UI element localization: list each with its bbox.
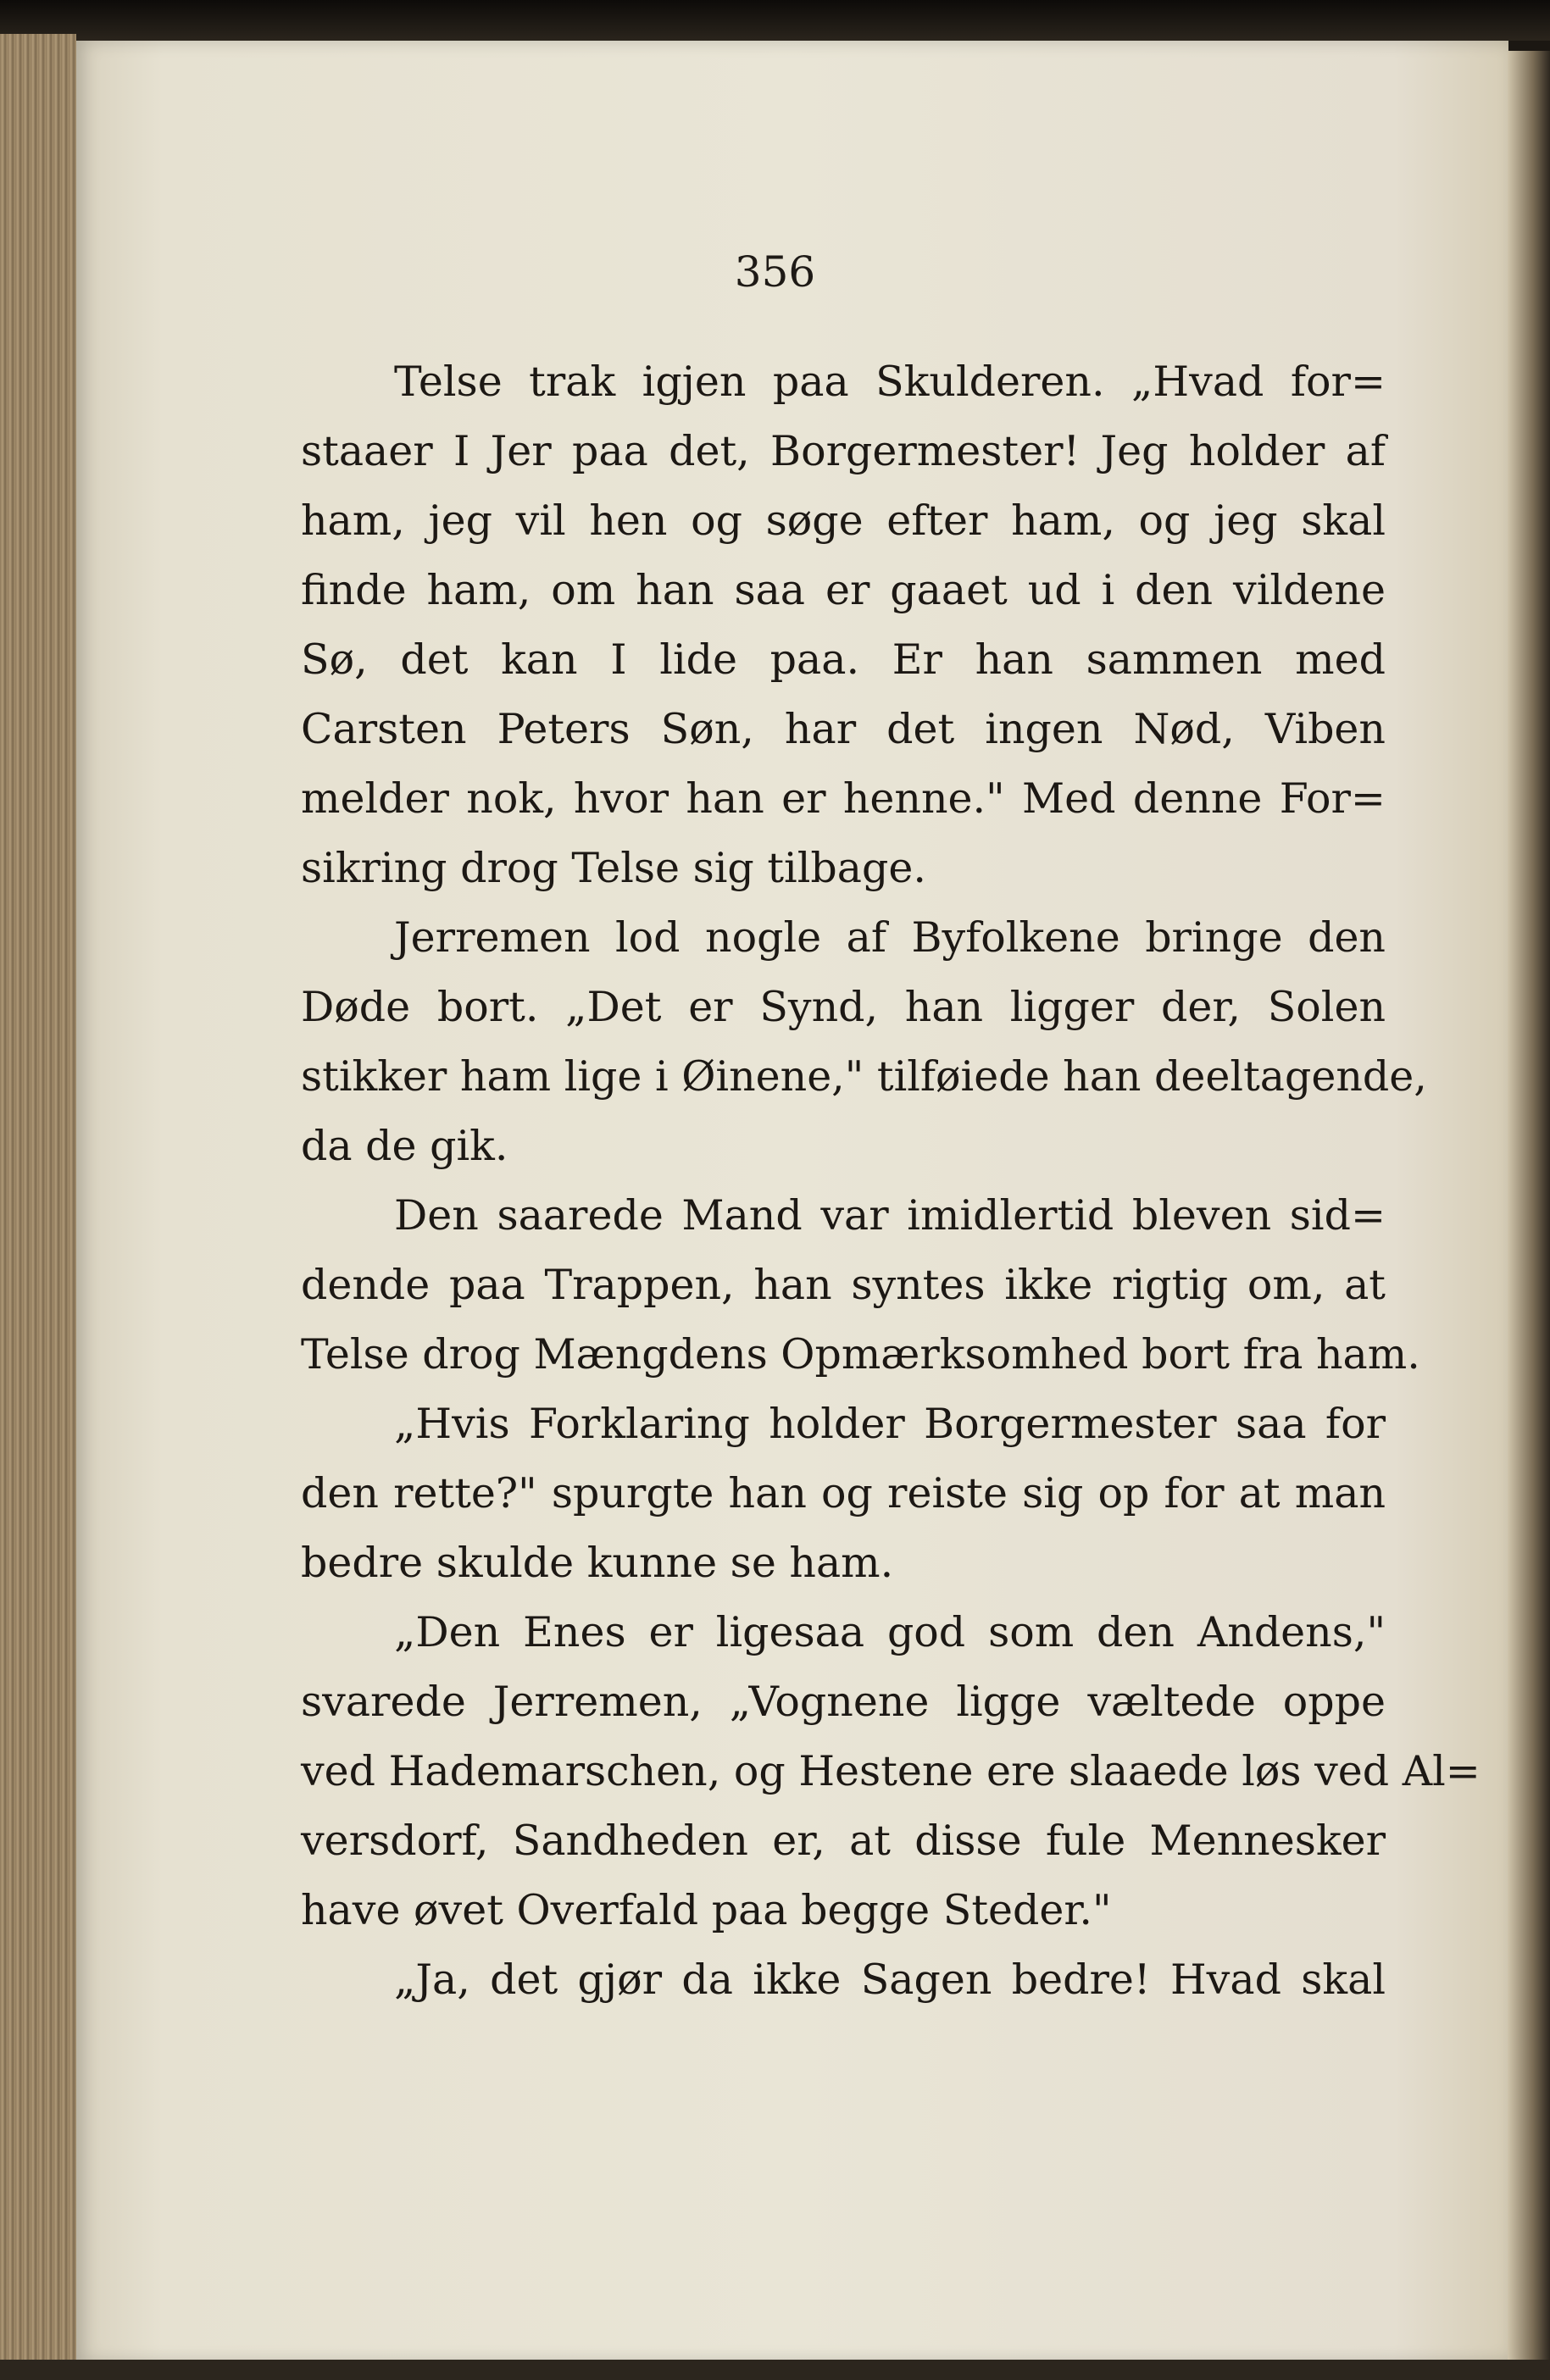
text-line: sikring drog Telse sig tilbage. (301, 844, 926, 892)
text-line: Telse drog Mængdens Opmærksomhed bort fra ham. (301, 1330, 1420, 1379)
text-line: Jerremen lod nogle af Byfolkene bringe den (394, 913, 1386, 962)
text-line: Carsten Peters Søn, har det ingen Nød, Viben (301, 705, 1386, 753)
text-line: Sø, det kan I lide paa. Er han sammen med (301, 635, 1386, 684)
text-line: „Hvis Forklaring holder Borgermester saa for (394, 1400, 1386, 1448)
text-line: stikker ham lige i Øinene," tilføiede han deeltagende, (301, 1052, 1427, 1101)
scan-top-border (0, 0, 1550, 41)
text-line: „Ja, det gjør da ikke Sagen bedre! Hvad skal (394, 1956, 1386, 2004)
scan-bottom-border (0, 2360, 1550, 2380)
text-line: melder nok, hvor han er henne." Med denne For= (301, 774, 1386, 823)
text-line: finde ham, om han saa er gaaet ud i den vildene (301, 566, 1386, 614)
text-line: have øvet Overfald paa begge Steder." (301, 1886, 1112, 1934)
text-line: bedre skulde kunne se ham. (301, 1539, 894, 1587)
text-line: svarede Jerremen, „Vognene ligge væltede oppe (301, 1678, 1386, 1726)
text-line: Døde bort. „Det er Synd, han ligger der, Solen (301, 983, 1386, 1031)
text-line: Telse trak igjen paa Skulderen. „Hvad for= (394, 358, 1386, 406)
text-line: „Den Enes er ligesaa god som den Andens," (394, 1608, 1386, 1656)
text-line: dende paa Trappen, han syntes ikke rigtig om, at (301, 1261, 1386, 1309)
text-line: versdorf, Sandheden er, at disse fule Mennesker (301, 1817, 1386, 1865)
body-text (301, 347, 1481, 2015)
text-line: Den saarede Mand var imidlertid bleven sid= (394, 1191, 1386, 1240)
text-line: ved Hademarschen, og Hestene ere slaaede løs ved Al= (301, 1747, 1481, 1795)
text-line: staaer I Jer paa det, Borgermester! Jeg holder af (301, 427, 1386, 475)
text-line: ham, jeg vil hen og søge efter ham, og jeg skal (301, 497, 1386, 545)
book-page-edges (0, 34, 76, 2380)
text-line: da de gik. (301, 1122, 508, 1170)
page-number: 356 (734, 247, 816, 297)
text-line: den rette?" spurgte han og reiste sig op for at man (301, 1469, 1386, 1517)
scan-right-border (1508, 51, 1550, 2380)
